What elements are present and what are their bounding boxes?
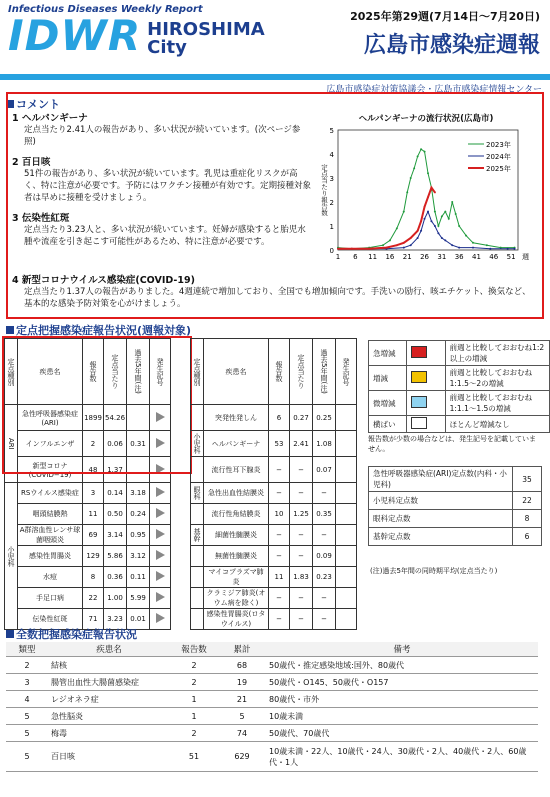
table-row bbox=[6, 657, 538, 674]
cell-mark bbox=[336, 504, 357, 525]
cell-past: − bbox=[313, 609, 336, 630]
table-row bbox=[6, 742, 538, 772]
cell-count: 6 bbox=[269, 405, 290, 431]
cell-past: 0.07 bbox=[313, 457, 336, 483]
points-row: 急性呼吸器感染症(ARI)定点数(内科・小児科) 35 bbox=[369, 467, 542, 492]
cell-disease: 無菌性髄膜炎 bbox=[204, 546, 269, 567]
series-point bbox=[417, 230, 419, 232]
series-point bbox=[430, 220, 432, 222]
cell-mark bbox=[336, 431, 357, 457]
cell-count: − bbox=[269, 609, 290, 630]
cell-note: 50歳代・O145、50歳代・O157 bbox=[266, 674, 538, 691]
page-title: 広島市感染症週報 bbox=[363, 33, 540, 58]
table-row bbox=[191, 457, 357, 483]
trend-legend bbox=[368, 340, 550, 433]
cell-disease: 流行性耳下腺炎 bbox=[204, 457, 269, 483]
trend-arrow-icon bbox=[411, 371, 427, 383]
series-point bbox=[417, 155, 419, 157]
table-row bbox=[5, 567, 171, 588]
cell-past: 1.08 bbox=[313, 431, 336, 457]
series-point bbox=[427, 211, 429, 213]
cell-per: − bbox=[290, 546, 313, 567]
cell-count: 1899 bbox=[83, 405, 104, 431]
table-row bbox=[5, 504, 171, 525]
series-point bbox=[396, 227, 398, 229]
cell-mark bbox=[150, 525, 171, 546]
cell-past: 0.25 bbox=[313, 405, 336, 431]
cell-per: − bbox=[290, 483, 313, 504]
cell-disease: 突発性発しん bbox=[204, 405, 269, 431]
cell-past: 3.12 bbox=[127, 546, 150, 567]
cell-disease: 急性脳炎 bbox=[48, 708, 170, 725]
cell-past: − bbox=[313, 483, 336, 504]
cell-kind bbox=[191, 457, 204, 483]
x-tick-label: 16 bbox=[385, 253, 395, 261]
cell-count: 11 bbox=[83, 504, 104, 525]
series-point bbox=[514, 248, 516, 250]
cell-mark bbox=[336, 483, 357, 504]
series-line bbox=[338, 212, 515, 249]
cell-count: 69 bbox=[83, 525, 104, 546]
series-point bbox=[424, 206, 426, 208]
comment-item: 3 伝染性紅斑 定点当たり3.23人と、多い状況が続いています。妊婦が感染すると胎児水腫や流産を引き起こす可能性があるため、特に注意が必要です。 bbox=[12, 213, 306, 247]
y-tick-label: 4 bbox=[329, 151, 334, 159]
legend-row: 横ばい ほとんど増減なし bbox=[369, 416, 550, 433]
cell-cum: 629 bbox=[218, 742, 266, 772]
x-tick-label: 11 bbox=[368, 253, 378, 261]
series-point bbox=[448, 218, 450, 220]
cell-disease: RSウイルス感染症 bbox=[18, 483, 83, 504]
cell-type: 2 bbox=[6, 657, 48, 674]
cell-disease: 梅毒 bbox=[48, 725, 170, 742]
chart-title: ヘルパンギーナの流行状況(広島市) bbox=[358, 114, 494, 124]
table-row bbox=[191, 588, 357, 609]
series-point bbox=[451, 244, 453, 246]
series-point bbox=[444, 239, 446, 241]
legend-label: 2024年 bbox=[486, 153, 511, 161]
cell-kind bbox=[191, 588, 204, 609]
series-point bbox=[410, 177, 412, 179]
table-row bbox=[191, 483, 357, 504]
cell-past: 0.35 bbox=[313, 504, 336, 525]
legend-row: 急増減 前週と比較しておおむね1:2以上の増減 bbox=[369, 341, 550, 366]
cell-disease: 水痘 bbox=[18, 567, 83, 588]
footnote: (注)過去5年間の同時期平均(定点当たり) bbox=[370, 567, 498, 575]
city-name: HIROSHIMA City bbox=[147, 19, 265, 58]
cell-type: 3 bbox=[6, 674, 48, 691]
series-point bbox=[420, 230, 422, 232]
cell-disease: レジオネラ症 bbox=[48, 691, 170, 708]
cell-disease: 感染性胃腸炎 bbox=[18, 546, 83, 567]
series-point bbox=[489, 248, 491, 250]
cell-count: 48 bbox=[83, 457, 104, 483]
ari-label: ARI bbox=[5, 405, 18, 483]
y-tick-label: 3 bbox=[329, 175, 334, 183]
cell-type: 5 bbox=[6, 725, 48, 742]
x-tick-label: 46 bbox=[489, 253, 499, 261]
cell-past: 0.24 bbox=[127, 504, 150, 525]
series-point bbox=[507, 248, 509, 250]
cell-per: 54.26 bbox=[104, 405, 127, 431]
flat-arrow-icon bbox=[156, 592, 165, 602]
cell-per: 1.83 bbox=[290, 567, 313, 588]
col-per: 定点当たり bbox=[104, 339, 127, 405]
cell-kind bbox=[191, 567, 204, 588]
cell-kind bbox=[191, 609, 204, 630]
cell-disease: 腸管出血性大腸菌感染症 bbox=[48, 674, 170, 691]
x-tick-label: 26 bbox=[420, 253, 429, 261]
series-point bbox=[437, 232, 439, 234]
cell-per: 3.14 bbox=[104, 525, 127, 546]
y-tick-label: 0 bbox=[329, 247, 334, 255]
series-point bbox=[337, 248, 339, 250]
cell-count: 1 bbox=[170, 708, 218, 725]
series-point bbox=[486, 244, 488, 246]
cell-cum: 68 bbox=[218, 657, 266, 674]
comment-list bbox=[12, 110, 312, 248]
cell-disease: クラミジア肺炎(オウム病を除く) bbox=[204, 588, 269, 609]
series-point bbox=[420, 148, 422, 150]
cell-past: 0.23 bbox=[313, 567, 336, 588]
cell-disease: 百日咳 bbox=[48, 742, 170, 772]
table-row bbox=[6, 708, 538, 725]
council-name: 広島市感染症対策協議会・広島市感染症情報センター bbox=[326, 85, 542, 95]
table-row bbox=[6, 674, 538, 691]
x-tick-label: 21 bbox=[402, 253, 412, 261]
sentinel-section-title: 定点把握感染症報告状況(週報対象) bbox=[6, 322, 191, 338]
cell-count: 8 bbox=[83, 567, 104, 588]
legend-label: 2025年 bbox=[486, 165, 511, 173]
cell-per: 0.06 bbox=[104, 431, 127, 457]
x-axis-label: 週 bbox=[522, 253, 529, 261]
cell-past: − bbox=[313, 588, 336, 609]
cell-mark bbox=[150, 567, 171, 588]
col-past: 過去5年間(注) bbox=[127, 339, 150, 405]
table-row bbox=[5, 588, 171, 609]
cell-cum: 21 bbox=[218, 691, 266, 708]
series-point bbox=[420, 220, 422, 222]
cell-type: 5 bbox=[6, 742, 48, 772]
cell-cum: 19 bbox=[218, 674, 266, 691]
series-point bbox=[417, 237, 419, 239]
y-tick-label: 5 bbox=[329, 127, 334, 135]
series-point bbox=[413, 167, 415, 169]
sentinel-table-right: 定点種別 疾患名 報告数 定点当たり 過去5年間(注) 発生記号 突発性発しん 6 0.27 0.25 小児科 ヘルパンギーナ 53 2.41 1.08 流行性耳下腺炎 − − 0.07 眼科 急性出血性結膜炎 − − − 流行性角結膜炎 10 1.25 0.35 基幹 細菌性髄膜炎 − − − 無菌性髄膜炎 − − 0.09 マイコプラズマ肺炎 11 1.83 0.23 クラミジア肺炎(オウム病を除く) − − − 感染性胃腸炎(ロタウイルス) − − − bbox=[190, 338, 357, 630]
cell-mark bbox=[336, 609, 357, 630]
table-row bbox=[191, 405, 357, 431]
table-row bbox=[191, 609, 357, 630]
cell-kind: 基幹 bbox=[191, 525, 204, 546]
cell-count: − bbox=[269, 546, 290, 567]
cell-count: 10 bbox=[269, 504, 290, 525]
cell-mark bbox=[336, 525, 357, 546]
series-point bbox=[430, 187, 432, 189]
x-tick-label: 41 bbox=[472, 253, 481, 261]
series-point bbox=[458, 225, 460, 227]
cell-note: 10歳未満 bbox=[266, 708, 538, 725]
cell-count: − bbox=[269, 457, 290, 483]
series-point bbox=[406, 191, 408, 193]
cell-kind bbox=[191, 504, 204, 525]
trend-arrow-icon bbox=[411, 346, 427, 358]
x-tick-label: 36 bbox=[454, 253, 464, 261]
table-row bbox=[5, 546, 171, 567]
cell-disease: マイコプラズマ肺炎 bbox=[204, 567, 269, 588]
cell-disease: 結核 bbox=[48, 657, 170, 674]
cell-count: 51 bbox=[170, 742, 218, 772]
cell-mark bbox=[150, 546, 171, 567]
series-point bbox=[455, 213, 457, 215]
cell-count: − bbox=[269, 525, 290, 546]
series-point bbox=[410, 237, 412, 239]
table-row bbox=[6, 691, 538, 708]
cell-count: − bbox=[269, 588, 290, 609]
series-point bbox=[465, 235, 467, 237]
cell-count: 129 bbox=[83, 546, 104, 567]
series-point bbox=[427, 196, 429, 198]
cell-disease: A群溶血性レンサ球菌咽頭炎 bbox=[18, 525, 83, 546]
y-axis-label: 定点当たり報告数 bbox=[320, 164, 328, 216]
cell-per: 5.86 bbox=[104, 546, 127, 567]
cell-per: − bbox=[290, 457, 313, 483]
series-point bbox=[472, 242, 474, 244]
header-rule bbox=[0, 74, 550, 80]
points-row: 基幹定点数 6 bbox=[369, 528, 542, 546]
series-point bbox=[368, 248, 370, 250]
series-point bbox=[434, 225, 436, 227]
series-point bbox=[458, 247, 460, 249]
highlight-box bbox=[2, 336, 192, 474]
x-tick-label: 31 bbox=[437, 253, 447, 261]
cell-mark bbox=[336, 457, 357, 483]
flat-arrow-icon bbox=[156, 487, 165, 497]
cell-mark bbox=[150, 588, 171, 609]
cell-mark bbox=[150, 504, 171, 525]
cell-note: 50歳代、70歳代 bbox=[266, 725, 538, 742]
cell-type: 4 bbox=[6, 691, 48, 708]
comment-section-title: コメント bbox=[6, 96, 60, 112]
total-table: 類型 疾患名 報告数 累計 備考 2 結核 2 68 50歳代・推定感染地域:国外、80歳代 3 腸管出血性大腸菌感染症 2 19 50歳代・O145、50歳代・O157 4 レジオネラ症 1 21 80歳代・市外 5 急性脳炎 1 5 10歳未満 5 梅毒 2 74 50歳代、70歳代 5 百日咳 51 629 10歳未満・22人、10歳代・24人、30歳代・2人、40歳代・2人、60歳代・1人 bbox=[6, 642, 538, 772]
cell-disease: 急性呼吸器感染症(ARI) bbox=[18, 405, 83, 431]
cell-count: 1 bbox=[170, 691, 218, 708]
week-range: 2025年第29週(7月14日～7月20日) bbox=[350, 10, 540, 23]
cell-disease: 手足口病 bbox=[18, 588, 83, 609]
cell-per: 3.23 bbox=[104, 609, 127, 630]
cell-per: 2.41 bbox=[290, 431, 313, 457]
legend-row: 増減 前週と比較しておおむね1:1.5〜2の増減 bbox=[369, 366, 550, 391]
series-point bbox=[382, 244, 384, 246]
series-point bbox=[444, 211, 446, 213]
cell-disease: 新型コロナ(COVID−19) bbox=[18, 457, 83, 483]
comment-item: 4 新型コロナウイルス感染症(COVID-19) 定点当たり1.37人の報告がありました。4週連続で増加しており、全国でも増加傾向です。手洗いの励行、咳エチケット、換気など、基本的な感染予防対策を心がけましょう。 bbox=[12, 275, 531, 309]
cell-per: − bbox=[290, 609, 313, 630]
cell-disease: 感染性胃腸炎(ロタウイルス) bbox=[204, 609, 269, 630]
cell-per: − bbox=[290, 588, 313, 609]
cell-count: 2 bbox=[170, 725, 218, 742]
cell-note: 50歳代・推定感染地域:国外、80歳代 bbox=[266, 657, 538, 674]
square-bullet-icon bbox=[6, 326, 14, 334]
cell-disease: 流行性角結膜炎 bbox=[204, 504, 269, 525]
legend-row: 微増減 前週と比較しておおむね1:1.1〜1.5の増減 bbox=[369, 391, 550, 416]
cell-past: 0.95 bbox=[127, 525, 150, 546]
cell-count: 2 bbox=[170, 674, 218, 691]
series-point bbox=[451, 201, 453, 203]
cell-per: 0.27 bbox=[290, 405, 313, 431]
cell-past: 0.09 bbox=[313, 546, 336, 567]
x-tick-label: 6 bbox=[353, 253, 358, 261]
series-point bbox=[351, 248, 353, 250]
y-tick-label: 1 bbox=[329, 223, 334, 231]
cell-per: 1.37 bbox=[104, 457, 127, 483]
cell-count: 3 bbox=[83, 483, 104, 504]
cell-count: 53 bbox=[269, 431, 290, 457]
col-count: 報告数 bbox=[83, 339, 104, 405]
pediatric-label: 小児科 bbox=[5, 483, 18, 630]
cell-mark bbox=[150, 609, 171, 630]
cell-count: 71 bbox=[83, 609, 104, 630]
cell-per: 0.36 bbox=[104, 567, 127, 588]
table-row bbox=[5, 525, 171, 546]
series-point bbox=[441, 237, 443, 239]
cell-past: 0.01 bbox=[127, 609, 150, 630]
flat-arrow-icon bbox=[156, 508, 165, 518]
series-point bbox=[403, 211, 405, 213]
cell-mark bbox=[336, 567, 357, 588]
trend-arrow-icon bbox=[411, 396, 427, 408]
series-point bbox=[385, 247, 387, 249]
cell-per: 1.25 bbox=[290, 504, 313, 525]
y-tick-label: 2 bbox=[329, 199, 334, 207]
flat-arrow-icon bbox=[156, 550, 165, 560]
legend-label: 2023年 bbox=[486, 141, 511, 149]
series-point bbox=[424, 218, 426, 220]
series-point bbox=[396, 244, 398, 246]
cell-past: 3.18 bbox=[127, 483, 150, 504]
cell-note: 10歳未満・22人、10歳代・24人、30歳代・2人、40歳代・2人、60歳代・1人 bbox=[266, 742, 538, 772]
cell-per: 0.50 bbox=[104, 504, 127, 525]
cell-kind: 小児科 bbox=[191, 431, 204, 457]
flat-arrow-icon bbox=[156, 613, 165, 623]
cell-mark bbox=[150, 483, 171, 504]
points-table bbox=[368, 466, 542, 546]
cell-disease: ヘルパンギーナ bbox=[204, 431, 269, 457]
trend-arrow-icon bbox=[411, 417, 427, 429]
herpangina-chart bbox=[316, 112, 536, 272]
table-row bbox=[191, 431, 357, 457]
cell-count: 11 bbox=[269, 567, 290, 588]
cell-disease: 伝染性紅斑 bbox=[18, 609, 83, 630]
table-row bbox=[191, 546, 357, 567]
cell-per: − bbox=[290, 525, 313, 546]
series-line bbox=[338, 188, 435, 249]
cell-kind bbox=[191, 546, 204, 567]
cell-note: 80歳代・市外 bbox=[266, 691, 538, 708]
cell-cum: 74 bbox=[218, 725, 266, 742]
series-point bbox=[410, 244, 412, 246]
chart-svg bbox=[316, 124, 536, 272]
x-tick-label: 1 bbox=[335, 253, 341, 261]
cell-count: 2 bbox=[83, 431, 104, 457]
cell-per: 0.14 bbox=[104, 483, 127, 504]
cell-count: − bbox=[269, 483, 290, 504]
cell-per: 1.00 bbox=[104, 588, 127, 609]
col-kind: 定点種別 bbox=[5, 339, 18, 405]
table-row bbox=[191, 504, 357, 525]
series-point bbox=[427, 172, 429, 174]
series-point bbox=[472, 247, 474, 249]
cell-past: 0.11 bbox=[127, 567, 150, 588]
legend-note: 報告数が少数の場合などは、発生記号を記載していません。 bbox=[368, 435, 536, 453]
cell-cum: 5 bbox=[218, 708, 266, 725]
comment-item: 1 ヘルパンギーナ 定点当たり2.41人の報告があり、多い状況が続いています。(次ページ参照) bbox=[12, 113, 301, 147]
flat-arrow-icon bbox=[156, 571, 165, 581]
col-disease: 疾患名 bbox=[18, 339, 83, 405]
cell-mark bbox=[336, 405, 357, 431]
points-row: 眼科定点数 8 bbox=[369, 510, 542, 528]
cell-past: 5.99 bbox=[127, 588, 150, 609]
series-point bbox=[434, 191, 436, 193]
cell-disease: 急性出血性結膜炎 bbox=[204, 483, 269, 504]
series-point bbox=[424, 151, 426, 153]
series-title: Infectious Diseases Weekly Report bbox=[8, 4, 203, 15]
cell-disease: 咽頭結膜熱 bbox=[18, 504, 83, 525]
table-row bbox=[6, 725, 538, 742]
square-bullet-icon bbox=[6, 630, 14, 638]
cell-count: 22 bbox=[83, 588, 104, 609]
comment-item: 2 百日咳 51件の報告があり、多い状況が続いています。乳児は重症化リスクが高く、特に注意が必要です。予防にはワクチン接種が有効です。定期接種対象者は早めに接種を受けましょう。 bbox=[12, 157, 312, 203]
cell-count: 2 bbox=[170, 657, 218, 674]
col-mark: 発生記号 bbox=[150, 339, 171, 405]
flat-arrow-icon bbox=[156, 529, 165, 539]
x-tick-label: 51 bbox=[506, 253, 516, 261]
idwr-logo: IDWR bbox=[8, 11, 142, 60]
cell-mark bbox=[336, 588, 357, 609]
series-point bbox=[389, 239, 391, 241]
series-point bbox=[437, 225, 439, 227]
total-section-title: 全数把握感染症報告状況 bbox=[6, 626, 137, 642]
points-row: 小児科定点数 22 bbox=[369, 492, 542, 510]
series-point bbox=[441, 215, 443, 217]
cell-kind: 眼科 bbox=[191, 483, 204, 504]
cell-mark bbox=[336, 546, 357, 567]
cell-type: 5 bbox=[6, 708, 48, 725]
table-row bbox=[191, 567, 357, 588]
cell-disease: インフルエンザ bbox=[18, 431, 83, 457]
cell-past: − bbox=[313, 525, 336, 546]
brand-block bbox=[8, 4, 338, 64]
series-point bbox=[403, 247, 405, 249]
series-point bbox=[434, 211, 436, 213]
table-row bbox=[5, 483, 171, 504]
table-row bbox=[191, 525, 357, 546]
cell-disease: 細菌性髄膜炎 bbox=[204, 525, 269, 546]
cell-kind bbox=[191, 405, 204, 431]
cell-past: 0.31 bbox=[127, 431, 150, 457]
series-point bbox=[403, 242, 405, 244]
